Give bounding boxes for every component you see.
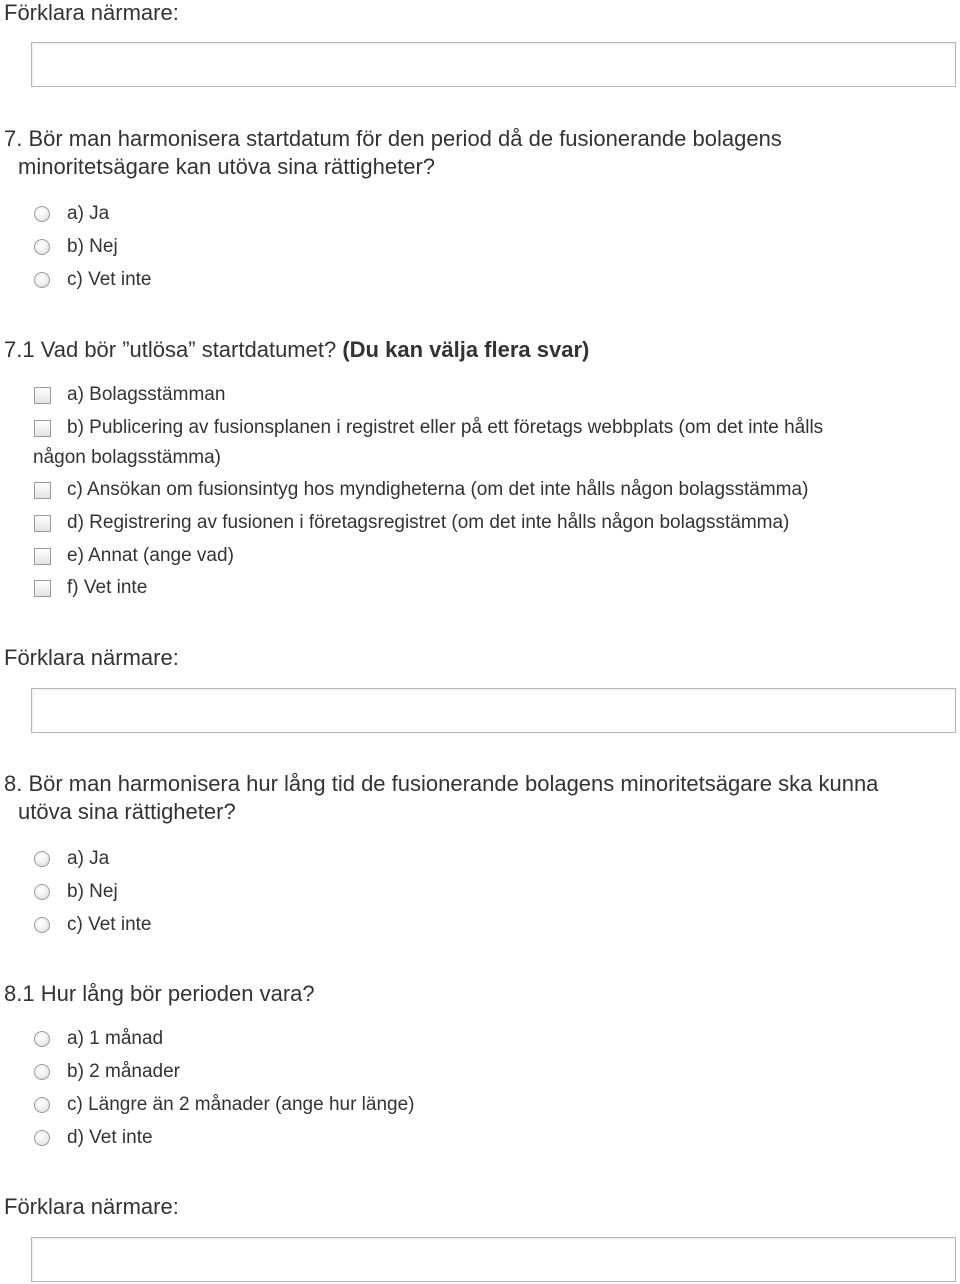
option-label: f) Vet inte — [67, 577, 148, 598]
q81-option-b[interactable] — [34, 1060, 180, 1084]
option-label: a) 1 månad — [67, 1028, 164, 1049]
radio-icon[interactable] — [34, 1130, 50, 1146]
explain-textarea[interactable] — [31, 1237, 956, 1282]
option-label: b) Nej — [67, 881, 118, 902]
question-7-1-hint: (Du kan välja flera svar) — [342, 337, 590, 362]
q8-option-c[interactable] — [34, 913, 152, 937]
explain-textarea[interactable] — [31, 42, 956, 87]
q7-option-a[interactable] — [34, 202, 109, 226]
option-label: c) Längre än 2 månader (ange hur länge) — [67, 1094, 415, 1115]
option-label: a) Bolagsstämman — [67, 384, 226, 405]
option-label: b) Publicering av fusionsplanen i registret eller på ett företags webbplats (om det inte hålls — [67, 417, 824, 438]
question-8-1-title: 8.1 Hur lång bör perioden vara? — [4, 981, 315, 1006]
option-label: b) 2 månader — [67, 1061, 181, 1082]
checkbox-icon[interactable] — [34, 580, 51, 597]
radio-icon[interactable] — [34, 239, 50, 255]
radio-icon[interactable] — [34, 1031, 50, 1047]
option-label: c) Vet inte — [67, 269, 152, 290]
question-7-title-line2: minoritetsägare kan utöva sina rättigheter? — [18, 154, 436, 179]
explain-label: Förklara närmare: — [4, 1194, 179, 1219]
option-label: b) Nej — [67, 236, 118, 257]
explain-label: Förklara närmare: — [4, 645, 179, 670]
q8-option-b[interactable] — [34, 880, 118, 904]
checkbox-icon[interactable] — [34, 548, 51, 565]
question-7-1-title — [4, 337, 589, 363]
q7-option-c[interactable] — [34, 268, 152, 292]
radio-icon[interactable] — [34, 206, 50, 222]
q71-option-b[interactable] — [34, 416, 823, 440]
q71-option-e[interactable] — [34, 544, 234, 568]
question-8-title-line2: utöva sina rättigheter? — [18, 799, 236, 824]
checkbox-icon[interactable] — [34, 482, 51, 499]
option-label: c) Vet inte — [67, 914, 152, 935]
option-label: e) Annat (ange vad) — [67, 545, 234, 566]
question-8-title-line1: 8. Bör man harmonisera hur lång tid de fusionerande bolagens minoritetsägare ska kunna — [4, 771, 879, 796]
q7-option-b[interactable] — [34, 235, 118, 259]
radio-icon[interactable] — [34, 851, 50, 867]
option-label: d) Vet inte — [67, 1127, 153, 1148]
question-7-title-line1: 7. Bör man harmonisera startdatum för den period då de fusionerande bolagens — [4, 126, 782, 151]
checkbox-icon[interactable] — [34, 515, 51, 532]
q81-option-c[interactable] — [34, 1093, 415, 1117]
q71-option-c[interactable] — [34, 478, 808, 502]
q71-option-b-continued: någon bolagsstämma) — [33, 447, 221, 468]
q71-option-a[interactable] — [34, 383, 225, 407]
question-7-title — [4, 125, 954, 153]
question-8-title — [4, 770, 954, 798]
checkbox-icon[interactable] — [34, 420, 51, 437]
option-label: a) Ja — [67, 203, 110, 224]
option-label: c) Ansökan om fusionsintyg hos myndigheterna (om det inte hålls någon bolagsstämma) — [67, 479, 809, 500]
explain-textarea[interactable] — [31, 688, 956, 733]
q81-option-d[interactable] — [34, 1126, 153, 1150]
checkbox-icon[interactable] — [34, 387, 51, 404]
question-7-1-text: 7.1 Vad bör ”utlösa” startdatumet? — [4, 337, 337, 362]
option-label: a) Ja — [67, 848, 110, 869]
q71-option-d[interactable] — [34, 511, 789, 535]
q71-option-f[interactable] — [34, 576, 147, 600]
radio-icon[interactable] — [34, 1097, 50, 1113]
radio-icon[interactable] — [34, 917, 50, 933]
q8-option-a[interactable] — [34, 847, 109, 871]
radio-icon[interactable] — [34, 272, 50, 288]
q81-option-a[interactable] — [34, 1027, 163, 1051]
option-label: d) Registrering av fusionen i företagsregistret (om det inte hålls någon bolagsstämma) — [67, 512, 790, 533]
explain-label: Förklara närmare: — [4, 0, 179, 25]
radio-icon[interactable] — [34, 1064, 50, 1080]
radio-icon[interactable] — [34, 884, 50, 900]
